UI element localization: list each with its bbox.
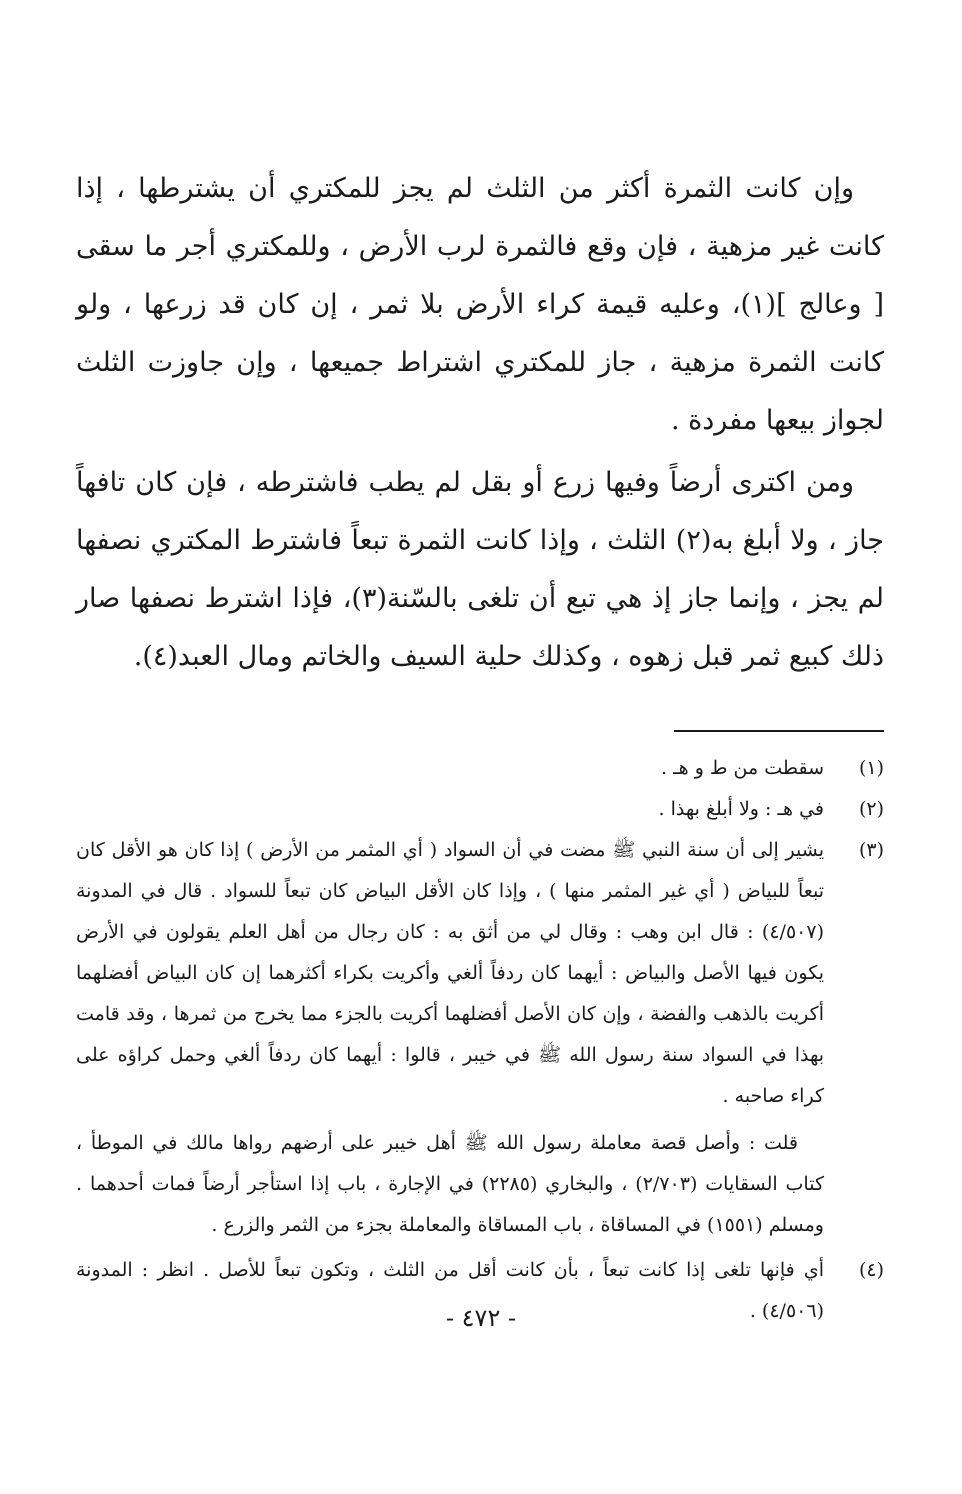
footnote-divider [674, 730, 884, 732]
page-body [76, 160, 884, 1332]
footnote-2 [76, 789, 884, 830]
footnote-text: أي فإنها تلغى إذا كانت تبعاً ، بأن كانت أقل من الثلث ، وتكون تبعاً للأصل . انظر : المدونة (٤/٥٠٦) . [76, 1259, 824, 1322]
footnote-1 [76, 748, 884, 789]
main-text [76, 160, 884, 686]
footnote-text: يشير إلى أن سنة النبي ﷺ مضت في أن السواد ( أي المثمر من الأرض ) إذا كان هو الأقل كان تبعاً للبياض ( أي غير المثمر منها ) ، وإذا كان الأقل البياض كان تبعاً للسواد . قال في المدونة (٤/٥٠٧) : قال ابن وهب : وقال لي من أثق به : كان رجال من أهل العلم يقولون في الأرض يكون فيها الأصل والبياض : أيهما كان ردفاً ألغي وأكريت بكراء أكثرهما إن كان البياض أفضلهما أكريت بالذهب والفضة ، وإن كان الأصل أفضلهما أكريت بالجزء مما يخرج من ثمرها ، وقد قامت بهذا في السواد سنة رسول الله ﷺ في خيبر ، قالوا : أيهما كان ردفاً ألغي وحمل كراؤه على كراء صاحبه . [76, 839, 824, 1107]
footnotes [76, 748, 884, 1332]
page-number: - ٤٧٢ - [445, 1304, 517, 1332]
footnote-number: (٤) [858, 1259, 884, 1281]
footnote-3-continuation: قلت : وأصل قصة معاملة رسول الله ﷺ أهل خيبر على أرضهم رواها مالك في الموطأ ، كتاب السقايات (٢/٧٠٣) ، والبخاري (٢٢٨٥) في الإجارة ، باب إذا استأجر أرضاً فمات أحدهما . ومسلم (١٥٥١) في المساقاة ، باب المساقاة والمعاملة بجزء من الثمر والزرع . [76, 1132, 825, 1236]
paragraph-1: وإن كانت الثمرة أكثر من الثلث لم يجز للمكتري أن يشترطها ، إذا كانت غير مزهية ، فإن وقع فالثمرة لرب الأرض ، وللمكتري أجر ما سقى [ وعالج ](١)، وعليه قيمة كراء الأرض بلا ثمر ، إن كان قد زرعها ، ولو كانت الثمرة مزهية ، جاز للمكتري اشتراط جميعها ، وإن جاوزت الثلث لجواز بيعها مفردة . [76, 173, 884, 436]
footnote-number: (١) [858, 757, 884, 779]
paragraph-2: ومن اكترى أرضاً وفيها زرع أو بقل لم يطب فاشترطه ، فإن كان تافهاً جاز ، ولا أبلغ به(٢) الثلث ، وإذا كانت الثمرة تبعاً فاشترط المكتري نصفها لم يجز ، وإنما جاز إذ هي تبع أن تلغى بالسّنة(٣)، فإذا اشترط نصفها صار ذلك كبيع ثمر قبل زهوه ، وكذلك حلية السيف والخاتم ومال العبد(٤). [76, 467, 885, 672]
footnote-number: (٣) [858, 839, 884, 861]
footnote-number: (٢) [858, 798, 884, 820]
footnote-3 [76, 830, 884, 1117]
footnote-text: سقطت من ط و هـ . [661, 757, 824, 779]
footnote-text: في هـ : ولا أبلغ بهذا . [658, 798, 824, 820]
